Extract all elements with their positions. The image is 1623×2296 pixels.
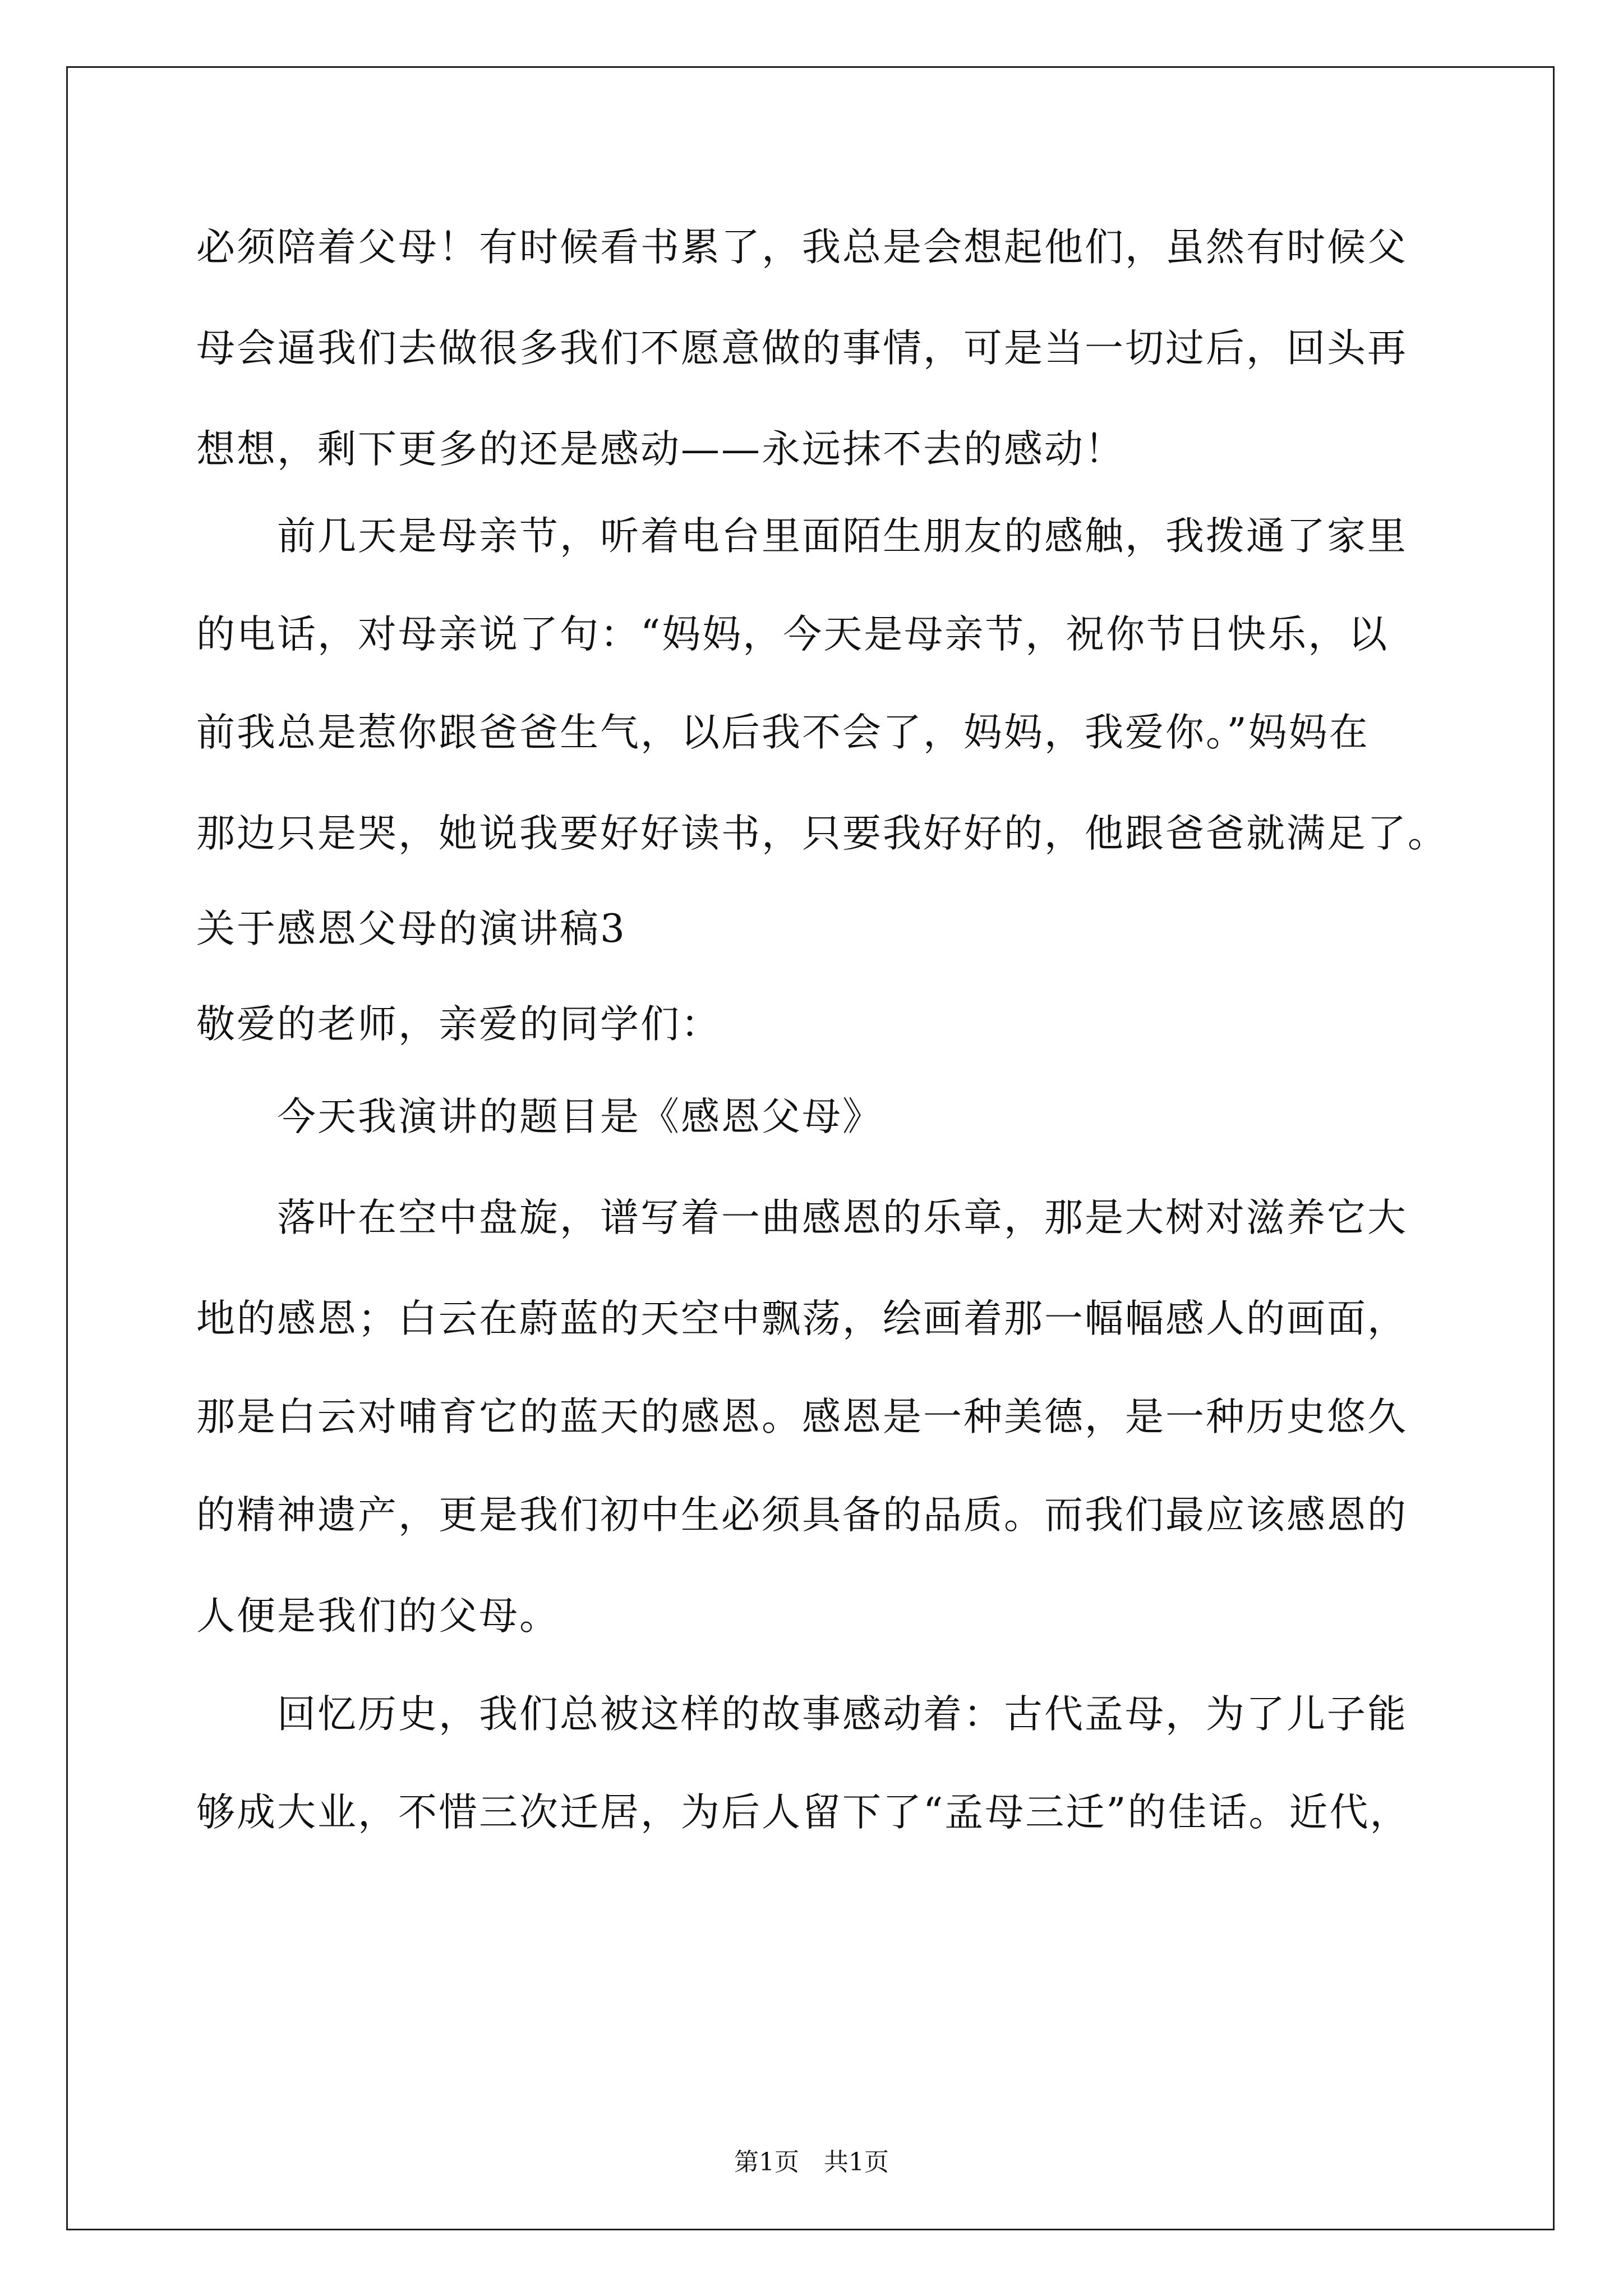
salutation: 敬爱的老师，亲爱的同学们： xyxy=(196,1002,721,1047)
text-line: 的电话，对母亲说了句：“妈妈，今天是母亲节，祝你节日快乐，以 xyxy=(196,612,1389,657)
text-line: 人便是我们的父母。 xyxy=(196,1594,560,1639)
text-line: 那是白云对哺育它的蓝天的感恩。感恩是一种美德，是一种历史悠久 xyxy=(196,1395,1408,1439)
text-line: 地的感恩；白云在蔚蓝的天空中飘荡，绘画着那一幅幅感人的画面， xyxy=(196,1296,1408,1341)
text-line: 的精神遗产，更是我们初中生必须具备的品质。而我们最应该感恩的 xyxy=(196,1493,1408,1538)
page-footer: 第1页 共1页 xyxy=(734,2148,889,2177)
text-line: 够成大业，不惜三次迁居，为后人留下了“孟母三迁”的佳话。近代， xyxy=(196,1790,1410,1835)
text-line: 落叶在空中盘旋，谱写着一曲感恩的乐章，那是大树对滋养它大 xyxy=(196,1195,1408,1240)
text-line: 前几天是母亲节，听着电台里面陌生朋友的感触，我拨通了家里 xyxy=(196,514,1408,559)
text-line: 母会逼我们去做很多我们不愿意做的事情，可是当一切过后，回头再 xyxy=(196,326,1408,371)
text-line: 那边只是哭，她说我要好好读书，只要我好好的，他跟爸爸就满足了。 xyxy=(196,811,1448,856)
text-line: 想想，剩下更多的还是感动——永远抹不去的感动！ xyxy=(196,427,1125,472)
section-title: 关于感恩父母的演讲稿3 xyxy=(196,907,626,951)
text-line: 前我总是惹你跟爸爸生气，以后我不会了，妈妈，我爱你。”妈妈在 xyxy=(196,710,1370,755)
text-line: 回忆历史，我们总被这样的故事感动着：古代孟母，为了儿子能 xyxy=(196,1692,1408,1737)
text-line: 必须陪着父母！有时候看书累了，我总是会想起他们，虽然有时候父 xyxy=(196,225,1408,270)
text-line: 今天我演讲的题目是《感恩父母》 xyxy=(196,1094,883,1139)
page-border xyxy=(66,66,1555,2230)
